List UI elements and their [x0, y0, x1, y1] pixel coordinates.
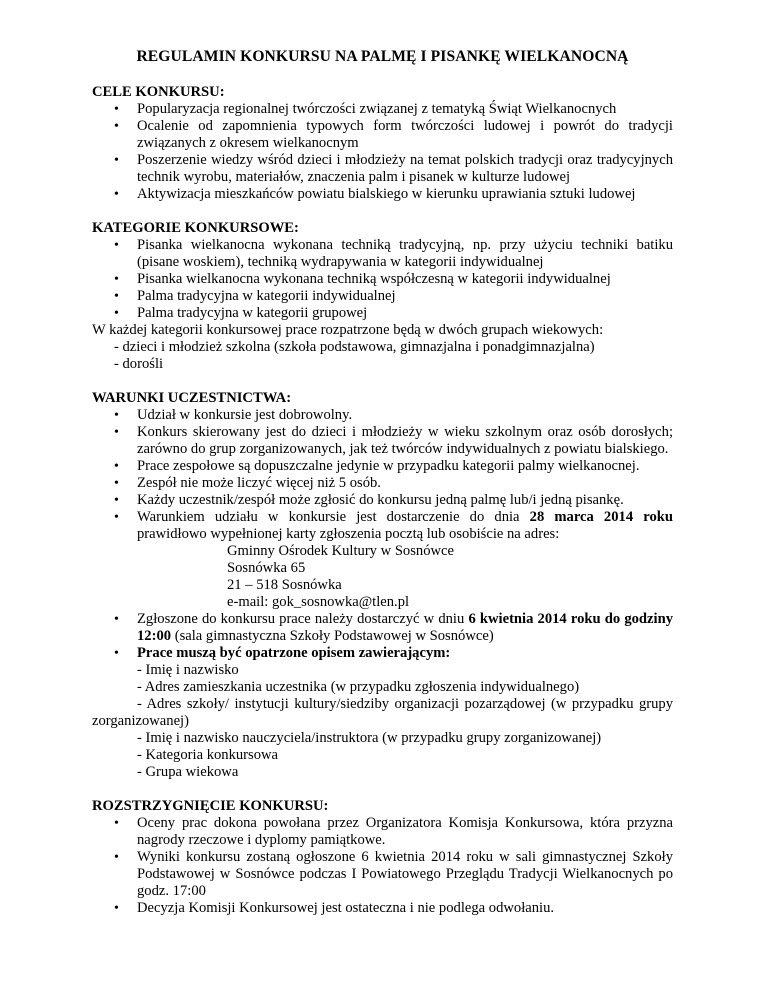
list-item: • Zespół nie może liczyć więcej niż 5 osób.: [137, 475, 673, 492]
bullet-list: [92, 407, 673, 696]
section-heading: CELE KONKURSU:: [92, 84, 225, 100]
list-item: • Konkurs skierowany jest do dzieci i młodzieży w wieku szkolnym oraz osób dorosłych; zarówno do grup zorganizowanych, jak też twórców indywidualnych z powiatu bialskiego.: [137, 424, 673, 458]
section-rozstrzygniecie: [92, 798, 673, 917]
deadline-text-end: prawidłowo wypełnionej karty zgłoszenia pocztą lub osobiście na adres:: [137, 526, 560, 542]
description-item: - Adres zamieszkania uczestnika (w przypadku zgłoszenia indywidualnego): [137, 679, 580, 695]
list-item: • Palma tradycyjna w kategorii grupowej: [137, 305, 673, 322]
list-item: • Pisanka wielkanocna wykonana techniką współczesną w kategorii indywidualnej: [137, 271, 673, 288]
address-line: 21 – 518 Sosnówka: [227, 577, 342, 593]
section-warunki: [92, 390, 673, 781]
description-item-wrapped: - Adres szkoły/ instytucji kultury/siedziby organizacji pozarządowej (w przypadku grupy zorganizowanej): [92, 696, 673, 729]
delivery-text: Zgłoszone do konkursu prace należy dostarczyć w dniu: [137, 611, 469, 627]
delivery-text-end: (sala gimnastyczna Szkoły Podstawowej w Sosnówce): [171, 628, 494, 644]
section-heading: KATEGORIE KONKURSOWE:: [92, 220, 299, 236]
section-heading: ROZSTRZYGNIĘCIE KONKURSU:: [92, 798, 329, 814]
address-line: Gminny Ośrodek Kultury w Sosnówce: [227, 543, 454, 559]
list-item: • Palma tradycyjna w kategorii indywidualnej: [137, 288, 673, 305]
list-item: • Oceny prac dokona powołana przez Organizatora Komisja Konkursowa, która przyzna nagrody rzeczowe i dyplomy pamiątkowe.: [137, 815, 673, 849]
list-item: • Poszerzenie wiedzy wśród dzieci i młodzieży na temat polskich tradycji oraz tradycyjnych technik wyrobu, materiałów, znaczenia palm i pisanek w kulturze ludowej: [137, 152, 673, 186]
bullet-list: [92, 237, 673, 322]
list-item: • Popularyzacja regionalnej twórczości związanej z tematyką Świąt Wielkanocnych: [137, 101, 673, 118]
section-kategorie: [92, 220, 673, 373]
description-continued: [92, 730, 673, 781]
address-line: Sosnówka 65: [227, 560, 306, 576]
list-item: • Pisanka wielkanocna wykonana techniką tradycyjną, np. przy użyciu techniki batiku (pisane woskiem), techniką wydrapywania w kategorii indywidualnej: [137, 237, 673, 271]
age-groups-note: W każdej kategorii konkursowej prace rozpatrzone będą w dwóch grupach wiekowych:: [92, 322, 604, 338]
section-cele: [92, 84, 673, 203]
description-item: - Kategoria konkursowa: [137, 747, 279, 763]
age-group-item: - dorośli: [114, 356, 164, 372]
deadline-date: 28 marca 2014 roku: [529, 509, 673, 525]
list-item-description: [137, 645, 673, 696]
bullet-list: [92, 101, 673, 203]
list-item: • Ocalenie od zapomnienia typowych form twórczości ludowej i powrót do tradycji związanych z okresem wielkanocnym: [137, 118, 673, 152]
description-item: - Imię i nazwisko: [137, 662, 239, 678]
age-group-item: - dzieci i młodzież szkolna (szkoła podstawowa, gimnazjalna i ponadgimnazjalna): [114, 339, 595, 355]
list-item: • Decyzja Komisji Konkursowej jest ostateczna i nie podlega odwołaniu.: [137, 900, 673, 917]
description-item: - Grupa wiekowa: [137, 764, 239, 780]
email-address: e-mail: gok_sosnowka@tlen.pl: [227, 594, 410, 610]
delivery-date: 6 kwietnia 2014 roku do godziny 12:00: [137, 611, 673, 644]
list-item-delivery: [137, 611, 673, 645]
description-item: - Imię i nazwisko nauczyciela/instruktora (w przypadku grupy zorganizowanej): [137, 730, 602, 746]
list-item: • Wyniki konkursu zostaną ogłoszone 6 kwietnia 2014 roku w sali gimnastycznej Szkoły Podstawowej w Sosnówce podczas I Powiatowego Przeglądu Tradycji Wielkanocnych po godz. 17:00: [137, 849, 673, 900]
list-item: • Każdy uczestnik/zespół może zgłosić do konkursu jedną palmę lub/i jedną pisankę.: [137, 492, 673, 509]
document-title: REGULAMIN KONKURSU NA PALMĘ I PISANKĘ WIELKANOCNĄ: [136, 48, 629, 65]
list-item: • Prace zespołowe są dopuszczalne jedynie w przypadku kategorii palmy wielkanocnej.: [137, 458, 673, 475]
deadline-text: Warunkiem udziału w konkursie jest dostarczenie do dnia: [137, 509, 530, 525]
list-item: • Udział w konkursie jest dobrowolny.: [137, 407, 673, 424]
description-heading: Prace muszą być opatrzone opisem zawierającym:: [137, 645, 451, 661]
list-item-deadline: [137, 509, 673, 611]
bullet-list: [92, 815, 673, 917]
list-item: • Aktywizacja mieszkańców powiatu bialskiego w kierunku uprawiania sztuki ludowej: [137, 186, 673, 203]
section-heading: WARUNKI UCZESTNICTWA:: [92, 390, 292, 406]
